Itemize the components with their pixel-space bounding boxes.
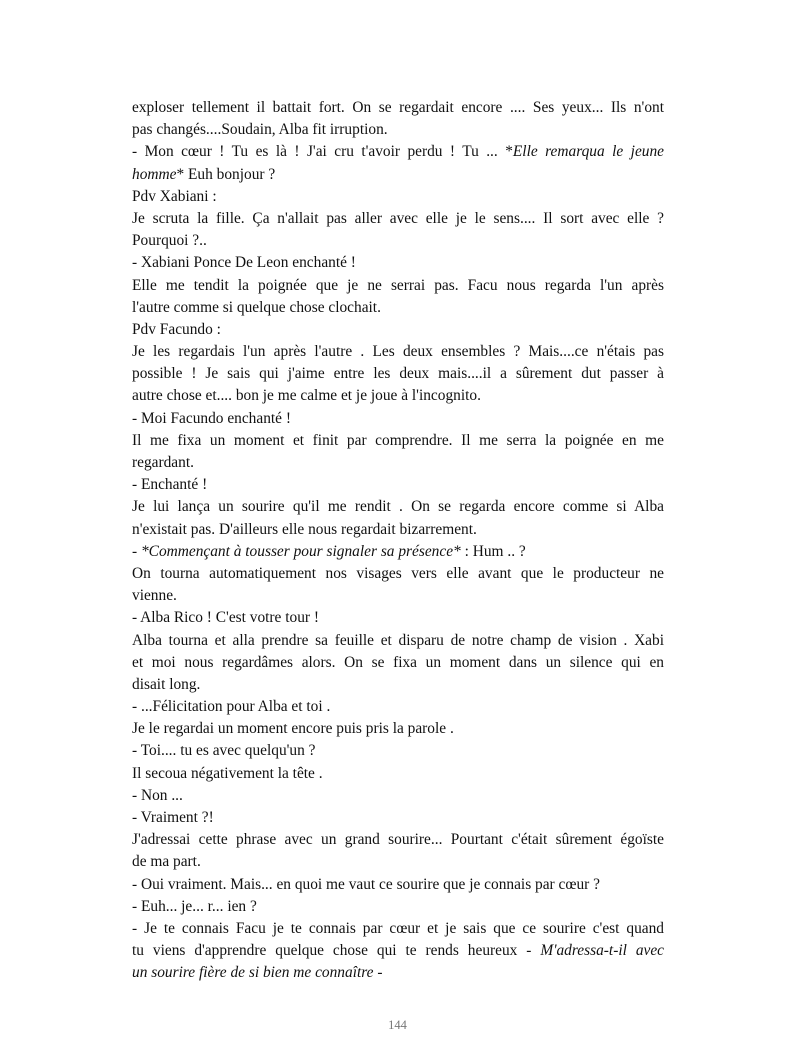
text-line xyxy=(132,740,664,762)
text-segment: tu viens d'apprendre quelque chose qui te rends heureux - xyxy=(132,942,541,960)
text-segment: Alba tourna et alla prendre sa feuille et disparu de notre champ de vision . Xabi xyxy=(132,631,664,649)
text-line xyxy=(132,696,664,718)
text-segment: Il me fixa un moment et finit par comprendre. Il me serra la poignée en me xyxy=(132,431,664,449)
text-segment: - Mon cœur ! Tu es là ! J'ai cru t'avoir perdu ! Tu ... * xyxy=(132,143,513,161)
text-segment: exploser tellement il battait fort. On se regardait encore .... Ses yeux... Ils n'ont xyxy=(132,99,664,116)
text-segment: - xyxy=(132,542,141,560)
text-line xyxy=(132,430,664,452)
text-segment: - Moi Facundo enchanté ! xyxy=(132,409,291,427)
text-line xyxy=(132,252,664,274)
text-line xyxy=(132,141,664,163)
text-line xyxy=(132,408,664,430)
text-line xyxy=(132,652,664,674)
text-segment: Pourquoi ?.. xyxy=(132,232,207,250)
text-segment: - Enchanté ! xyxy=(132,476,208,494)
text-segment: - Alba Rico ! C'est votre tour ! xyxy=(132,609,319,627)
text-line xyxy=(132,829,664,851)
text-line xyxy=(132,363,664,385)
text-segment: Je les regardais l'un après l'autre . Les deux ensembles ? Mais....ce n'étais pas xyxy=(132,343,664,361)
text-segment: - Toi.... tu es avec quelqu'un ? xyxy=(132,742,316,760)
text-line xyxy=(132,496,664,518)
text-line xyxy=(132,385,664,407)
text-line xyxy=(132,607,664,629)
text-segment: regardant. xyxy=(132,454,194,471)
text-line xyxy=(132,851,664,873)
italic-text: un sourire fière de si bien me connaître xyxy=(132,964,374,982)
text-line xyxy=(132,563,664,585)
text-segment: - Vraiment ?! xyxy=(132,809,214,826)
text-line xyxy=(132,164,664,186)
text-line xyxy=(132,186,664,208)
text-segment: l'autre comme si quelque chose clochait. xyxy=(132,298,381,316)
text-segment: pas changés....Soudain, Alba fit irruption. xyxy=(132,121,388,139)
text-line xyxy=(132,541,664,563)
text-line xyxy=(132,718,664,740)
text-segment: On tourna automatiquement nos visages vers elle avant que le producteur ne xyxy=(132,564,664,582)
text-segment: Elle me tendit la poignée que je ne serrai pas. Facu nous regarda l'un après xyxy=(132,276,664,294)
text-line xyxy=(132,874,664,896)
body-text xyxy=(132,97,664,985)
text-line xyxy=(132,918,664,940)
text-line xyxy=(132,519,664,541)
text-line xyxy=(132,896,664,918)
text-line xyxy=(132,230,664,252)
text-line xyxy=(132,807,664,829)
text-segment: Je lui lança un sourire qu'il me rendit . On se regarda encore comme si Alba xyxy=(132,498,664,516)
text-line xyxy=(132,630,664,652)
text-segment: autre chose et.... bon je me calme et je joue à l'incognito. xyxy=(132,387,481,405)
italic-text: homme xyxy=(132,165,177,183)
text-segment: - Non ... xyxy=(132,786,183,804)
text-line xyxy=(132,763,664,785)
text-segment: Pdv Xabiani : xyxy=(132,187,217,205)
text-segment: de ma part. xyxy=(132,853,201,871)
text-segment: J'adressai cette phrase avec un grand sourire... Pourtant c'était sûrement égoïste xyxy=(132,831,664,849)
text-segment: Je le regardai un moment encore puis pris la parole . xyxy=(132,720,454,738)
text-segment: vienne. xyxy=(132,587,177,605)
text-segment: et moi nous regardâmes alors. On se fixa un moment dans un silence qui en xyxy=(132,653,664,671)
text-segment: Il secoua négativement la tête . xyxy=(132,764,323,782)
text-line xyxy=(132,940,664,962)
italic-text: Elle remarqua le jeune xyxy=(512,143,665,161)
text-line xyxy=(132,97,664,119)
text-segment: - Euh... je... r... ien ? xyxy=(132,897,257,915)
text-segment: - Oui vraiment. Mais... en quoi me vaut ce sourire que je connais par cœur ? xyxy=(132,875,600,893)
text-segment: : Hum .. ? xyxy=(460,542,526,560)
text-line xyxy=(132,474,664,496)
text-segment: Je scruta la fille. Ça n'allait pas aller avec elle je le sens.... Il sort avec elle ? xyxy=(132,209,664,227)
text-segment: possible ! Je sais qui j'aime entre les deux mais....il a sûrement dut passer à xyxy=(132,365,664,383)
text-segment: n'existait pas. D'ailleurs elle nous regardait bizarrement. xyxy=(132,520,477,538)
text-segment: - Je te connais Facu je te connais par cœur et je sais que ce sourire c'est quand xyxy=(132,919,664,937)
text-line xyxy=(132,275,664,297)
text-line xyxy=(132,341,664,363)
italic-text: *Commençant à tousser pour signaler sa présence* xyxy=(140,542,461,560)
page-number: 144 xyxy=(388,1018,407,1032)
italic-text: M'adressa-t-il avec xyxy=(540,942,665,960)
text-segment: - Xabiani Ponce De Leon enchanté ! xyxy=(132,254,356,272)
text-line xyxy=(132,119,664,141)
text-segment: disait long. xyxy=(132,675,201,693)
text-line xyxy=(132,452,664,474)
text-line xyxy=(132,585,664,607)
text-line xyxy=(132,319,664,341)
text-line xyxy=(132,297,664,319)
text-line xyxy=(132,674,664,696)
text-segment: - ...Félicitation pour Alba et toi . xyxy=(132,698,331,716)
text-segment: * Euh bonjour ? xyxy=(176,165,276,183)
text-line xyxy=(132,208,664,230)
text-segment: Pdv Facundo : xyxy=(132,320,221,338)
text-line xyxy=(132,785,664,807)
text-segment: - xyxy=(373,964,383,982)
text-line xyxy=(132,962,664,984)
